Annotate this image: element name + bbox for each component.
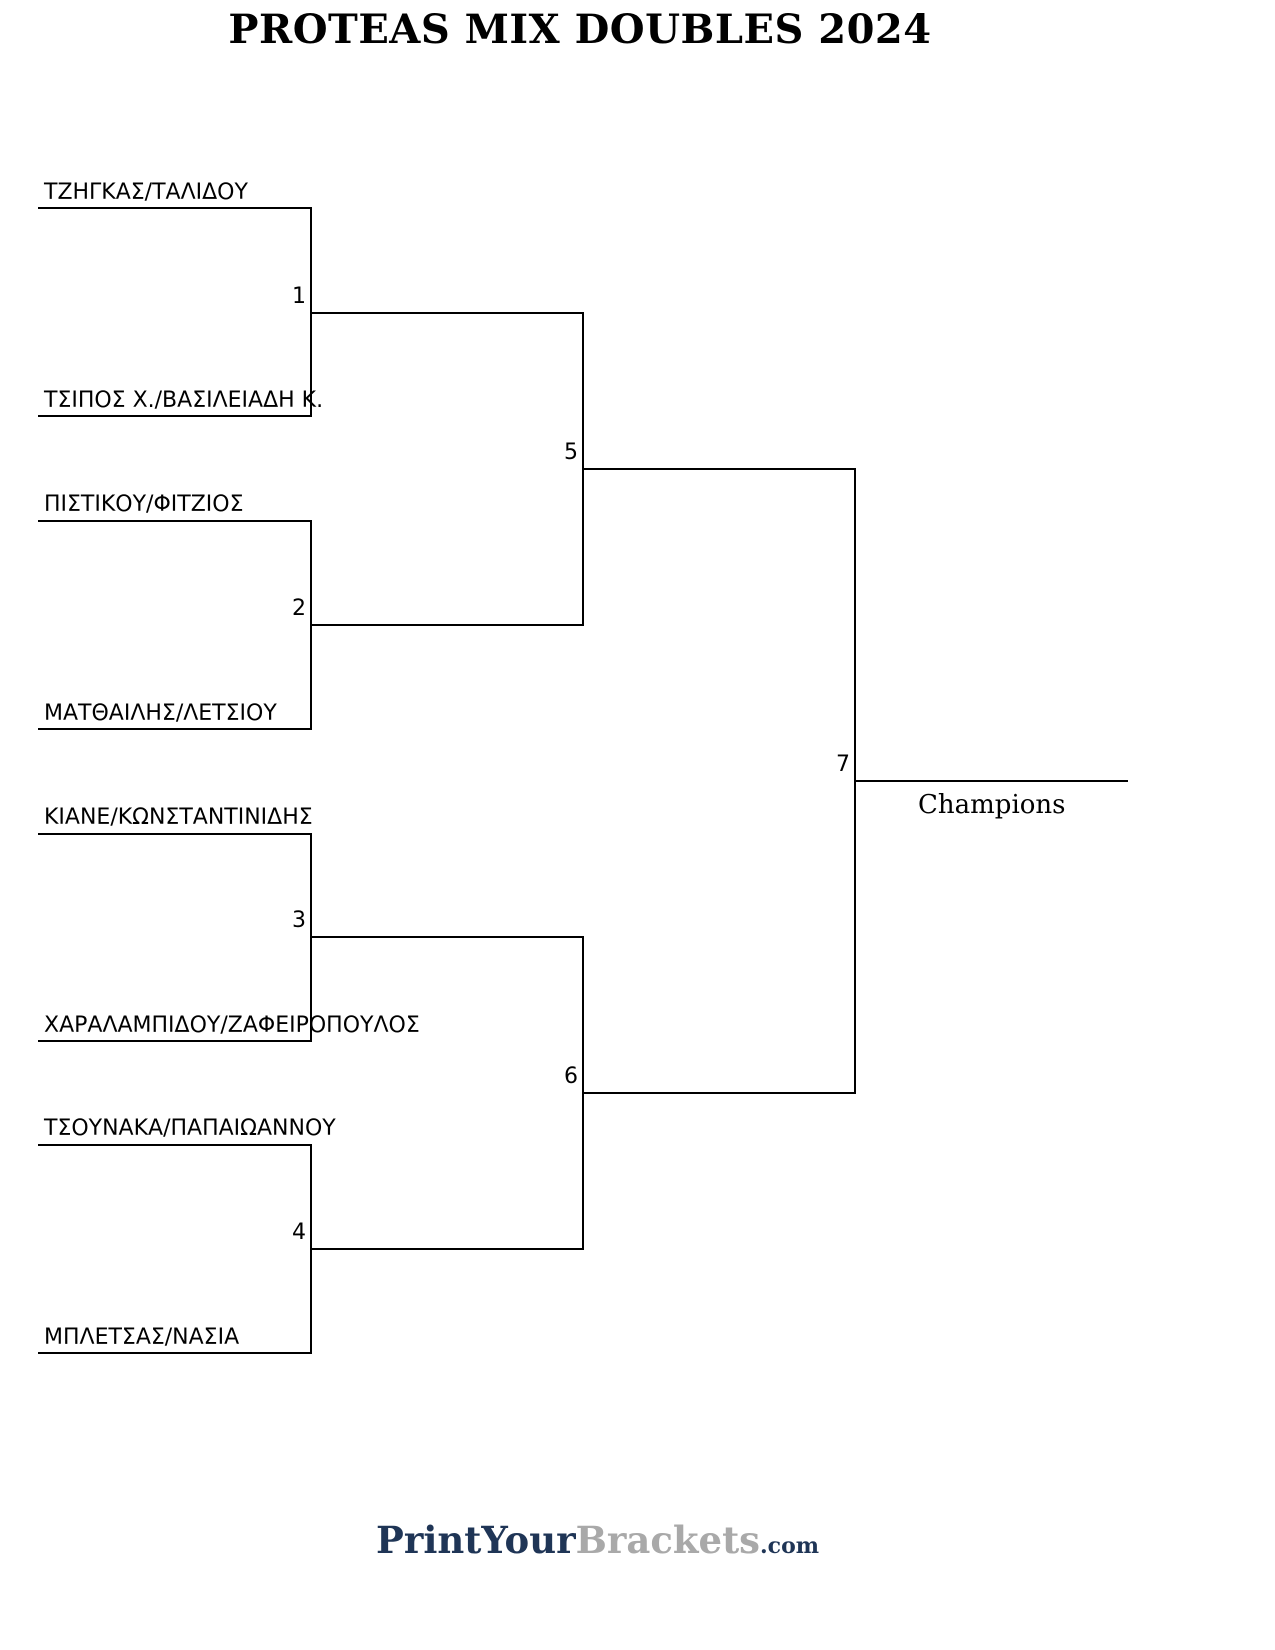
team-8-name: ΜΠΛΕΤΣΑΣ/ΝΑΣΙΑ bbox=[44, 1325, 240, 1350]
bracket-line-game-3 bbox=[38, 834, 311, 1041]
game-number-4: 4 bbox=[292, 1220, 306, 1245]
game-number-7: 7 bbox=[836, 752, 850, 777]
game-number-2: 2 bbox=[292, 596, 306, 621]
footer-logo-part1: PrintYour bbox=[376, 1518, 576, 1562]
bracket-line-game-5 bbox=[311, 313, 583, 625]
champion-label: Champions bbox=[918, 790, 1066, 820]
team-7-name: ΤΣΟΥΝΑΚΑ/ΠΑΠΑΙΩΑΝΝΟΥ bbox=[44, 1116, 336, 1141]
team-1-name: ΤΖΗΓΚΑΣ/ΤΑΛΙΔΟΥ bbox=[44, 180, 248, 205]
team-2-name: ΤΣΙΠΟΣ Χ./ΒΑΣΙΛΕΙΑΔΗ Κ. bbox=[44, 388, 324, 413]
bracket-title: PROTEAS MIX DOUBLES 2024 bbox=[228, 6, 932, 53]
bracket-line-game-4 bbox=[38, 1145, 311, 1353]
bracket-line-game-6 bbox=[311, 937, 583, 1249]
game-number-6: 6 bbox=[564, 1064, 578, 1089]
game-number-1: 1 bbox=[292, 284, 306, 309]
game-number-3: 3 bbox=[292, 908, 306, 933]
footer-logo-part2: Brackets bbox=[575, 1518, 761, 1562]
footer-logo bbox=[376, 1518, 819, 1562]
team-3-name: ΠΙΣΤΙΚΟΥ/ΦΙΤΖΙΟΣ bbox=[44, 492, 244, 517]
bracket-line-game-2 bbox=[38, 521, 311, 729]
team-4-name: ΜΑΤΘΑΙΛΗΣ/ΛΕΤΣΙΟΥ bbox=[44, 701, 277, 726]
footer-logo-part3: .com bbox=[760, 1533, 820, 1559]
team-6-name: ΧΑΡΑΛΑΜΠΙΔΟΥ/ΖΑΦΕΙΡΟΠΟΥΛΟΣ bbox=[44, 1013, 420, 1038]
bracket-line-game-7 bbox=[583, 469, 855, 1093]
team-5-name: ΚΙΑΝΕ/ΚΩΝΣΤΑΝΤΙΝΙΔΗΣ bbox=[44, 805, 313, 830]
bracket-line-game-1 bbox=[38, 208, 311, 416]
game-number-5: 5 bbox=[564, 440, 578, 465]
